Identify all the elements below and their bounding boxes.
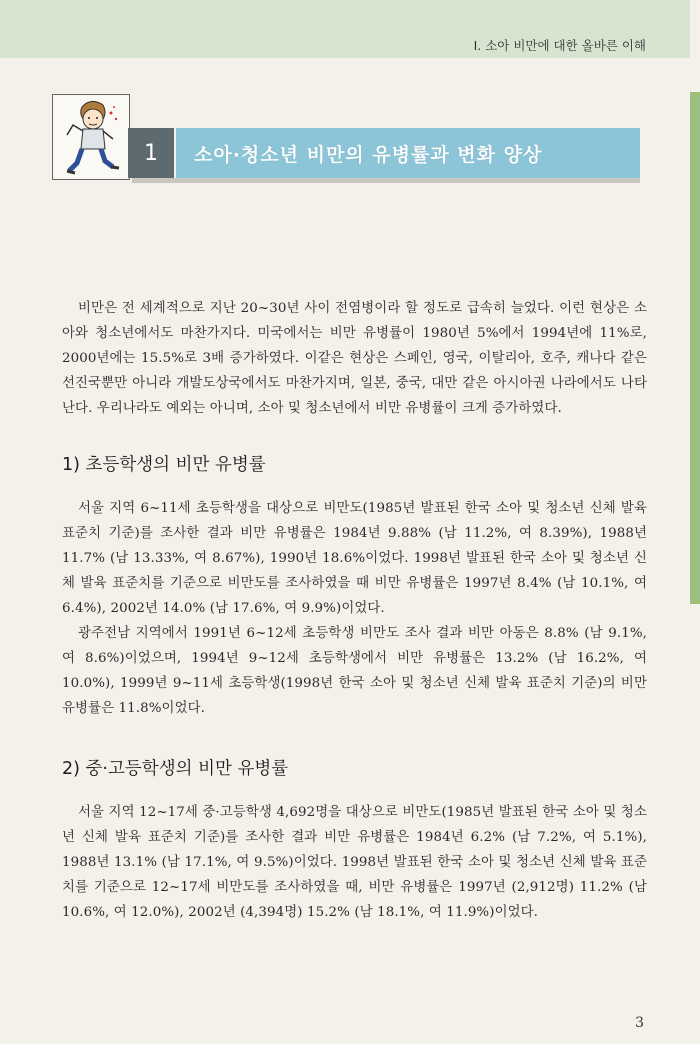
- running-boy-icon: [53, 95, 129, 179]
- subsection-heading-elementary: 1) 초등학생의 비만 유병률: [62, 455, 266, 475]
- section-title: 소아·청소년 비만의 유병률과 변화 양상: [176, 128, 640, 178]
- elementary-paragraph-2: 광주전남 지역에서 1991년 6~12세 초등학생 비만도 조사 결과 비만 아동은 8.8% (남 9.1%, 여 8.6%)이었으며, 1994년 9~12세 초등학생에서 비만 유병률은 13.2% (남 16.2%, 여 10.0%), 1999년 9~11세 초등학생(1998년 한국 소아 및 청소년 신체 발육 표준치 기준)의 비만 유병률은 11.8%이었다.: [62, 626, 647, 716]
- subsection-heading-secondary: 2) 중·고등학생의 비만 유병률: [62, 759, 289, 779]
- mascot-illustration: [52, 94, 130, 180]
- intro-paragraph: 비만은 전 세계적으로 지난 20~30년 사이 전염병이라 할 정도로 급속히 늘었다. 이런 현상은 소아와 청소년에서도 마찬가지다. 미국에서는 비만 유병률이 1980년 5%에서 1994년에 11%로, 2000년에는 15.5%로 3배 증가하였다. 이같은 현상은 스페인, 영국, 이탈리아, 호주, 캐나다 같은 선진국뿐만 아니라 개발도상국에서도 마찬가지며, 일본, 중국, 대만 같은 아시아권 나라에서도 나타난다. 우리나라도 예외는 아니며, 소아 및 청소년에서 비만 유병률이 크게 증가하였다.: [62, 301, 647, 416]
- chapter-tab: [690, 92, 700, 604]
- running-header: I. 소아 비만에 대한 올바른 이해: [473, 38, 646, 53]
- secondary-paragraph-1: 서울 지역 12~17세 중·고등학생 4,692명을 대상으로 비만도(1985년 발표된 한국 소아 및 청소년 신체 발육 표준치 기준)를 조사한 결과 비만 유병률은 1984년 6.2% (남 7.2%, 여 5.1%), 1988년 13.1% (남 17.1%, 여 9.5%)이었다. 1998년 발표된 한국 소아 및 청소년 신체 발육 표준치를 기준으로 12~17세 비만도를 조사하였을 때, 비만 유병률은 1997년 (2,912명) 11.2% (남 10.6%, 여 12.0%), 2002년 (4,394명) 15.2% (남 18.1%, 여 11.9%)이었다.: [62, 805, 647, 920]
- title-shadow: [132, 178, 640, 183]
- page-number: 3: [635, 1015, 644, 1031]
- body-content: [62, 296, 647, 925]
- section-number: 1: [128, 128, 174, 178]
- elementary-paragraph-1: 서울 지역 6~11세 초등학생을 대상으로 비만도(1985년 발표된 한국 소아 및 청소년 신체 발육 표준치 기준)를 조사한 결과 비만 유병률은 1984년 9.88% (남 11.2%, 여 8.39%), 1988년 11.7% (남 13.33%, 여 8.67%), 1990년 18.6%이었다. 1998년 발표된 한국 소아 및 청소년 신체 발육 표준치를 기준으로 비만도를 조사하였을 때 비만 유병률은 1997년 8.4% (남 10.1%, 여 6.4%), 2002년 14.0% (남 17.6%, 여 9.9%)이었다.: [62, 501, 647, 616]
